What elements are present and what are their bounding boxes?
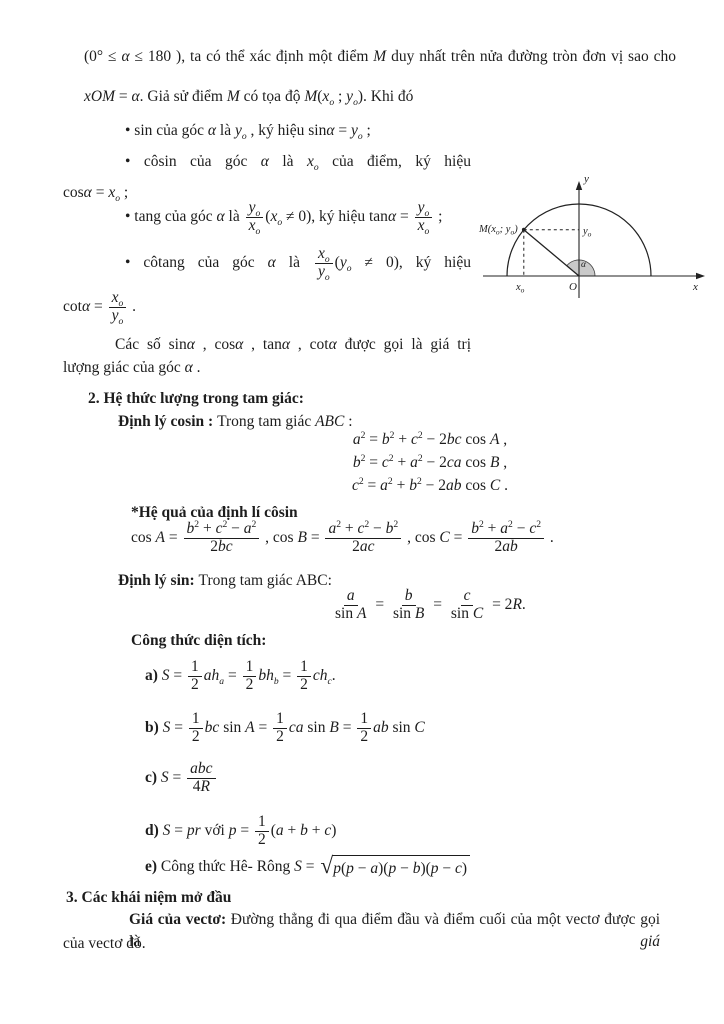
cosine-law-intro: Định lý cosin : Trong tam giác ABC :	[118, 413, 353, 430]
segment-OM	[524, 230, 579, 276]
area-formulas-heading: Công thức diện tích:	[131, 632, 267, 649]
bullet-cotang-line-2: cotα = $\frac{x_o}{y_o}$ .	[63, 289, 137, 327]
alpha-label: α	[581, 260, 586, 270]
x-axis-arrow-icon	[696, 273, 705, 279]
bullet-cosin-line-2: $\cos\alpha = x_o$ ;	[63, 184, 129, 205]
area-item-d: d) S = pr với p = $\frac{1}{2}$ (a + b + c)	[145, 813, 337, 848]
area-item-b: b) S = $\frac{1}{2}$ bc sin A = $\frac{1}{2}$ ca sin B = $\frac{1}{2}$ ab sin C	[145, 710, 425, 745]
cosine-law-eq-2: $b^2 = c^2 + a^2 - 2ca$ cos B ,	[352, 452, 508, 471]
origin-label: O	[569, 281, 577, 293]
intro-line-1: (0° ≤ α ≤ 180 ), ta có thể xác định một điểm M duy nhất trên nửa đường tròn đơn vị sao cho	[84, 48, 676, 65]
summary-line-1: Các số sinα , cosα , tanα , cotα được gọi là giá trị	[115, 336, 472, 353]
cosine-law-equations	[320, 428, 540, 497]
section-3-heading: 3. Các khái niệm mở đầu	[66, 889, 232, 906]
vector-line-1: Giá của vectơ: Đường thẳng đi qua điểm đầu và điểm cuối của một vectơ được gọi là giá	[129, 911, 661, 950]
area-item-e: e) Công thức Hê- Rông S = √ p(p − a)(p − b)(p − c)	[145, 855, 470, 880]
cosine-corollary-formula: cos A = $\frac{b^2 + c^2 - a^2}{2bc}$ , cos B = $\frac{a^2 + c^2 - b^2}{2ac}$ , cos C = $\frac{b^2 + a^2 - c^2}{2ab}$ .	[131, 518, 554, 555]
cosine-corollary-heading: *Hệ quả của định lí côsin	[131, 504, 298, 521]
point-M-label: $M(x_o$; $y_o$)	[479, 224, 518, 237]
sine-law-intro: Định lý sin: Trong tam giác ABC:	[118, 572, 332, 589]
unit-semicircle-figure	[477, 168, 712, 300]
x-axis-label: x	[693, 281, 698, 293]
bullet-sin: • sin của góc α là $y_o$ , ký hiệu $\sin\alpha = y_o$ ;	[125, 122, 371, 143]
area-item-a: a) S = $\frac{1}{2}$ $ah_a$ = $\frac{1}{2}$ $bh_b$ = $\frac{1}{2}$ $ch_c$.	[145, 658, 336, 693]
cosine-law-eq-3: $c^2 = a^2 + b^2 - 2ab$ cos C .	[351, 475, 509, 494]
sine-law-formula: $\frac{a}{\text{sin A}}$ = $\frac{b}{\text{sin B}}$ = $\frac{c}{\text{sin C}}$ = 2R.	[335, 587, 526, 622]
cosine-law-eq-1: $a^2 = b^2 + c^2 - 2bc$ cos A ,	[352, 429, 508, 448]
x-o-label: $x_o$	[516, 282, 525, 295]
bullet-cotang-line-1: • côtang của góc α là $\frac{x_o}{y_o}$ $(y_o \ne 0)$, ký hiệu	[125, 245, 471, 283]
y-axis-label: y	[584, 173, 589, 185]
bullet-cosin-line-1: • côsin của góc α là $x_o$ của điểm, ký hiệu	[125, 153, 471, 174]
intro-line-2: xOM = α. Giả sử điểm M có tọa độ $M(x_o$ ; $y_o$). Khi đó	[84, 88, 414, 109]
vector-line-2: của vectơ đó.	[63, 935, 146, 952]
summary-line-2: lượng giác của góc α .	[63, 359, 201, 376]
area-item-c: c) S = $\frac{\text{abc}}{4R}$	[145, 761, 218, 795]
bullet-tang: • tang của góc α là $\frac{y_o}{x_o}$ $(x_o \ne 0)$, ký hiệu tanα = $\frac{y_o}{x_o}$ ;	[125, 199, 443, 237]
section-2-heading: 2. Hệ thức lượng trong tam giác:	[88, 390, 304, 407]
y-axis-arrow-icon	[576, 181, 582, 190]
y-o-label: $y_o$	[583, 226, 592, 239]
